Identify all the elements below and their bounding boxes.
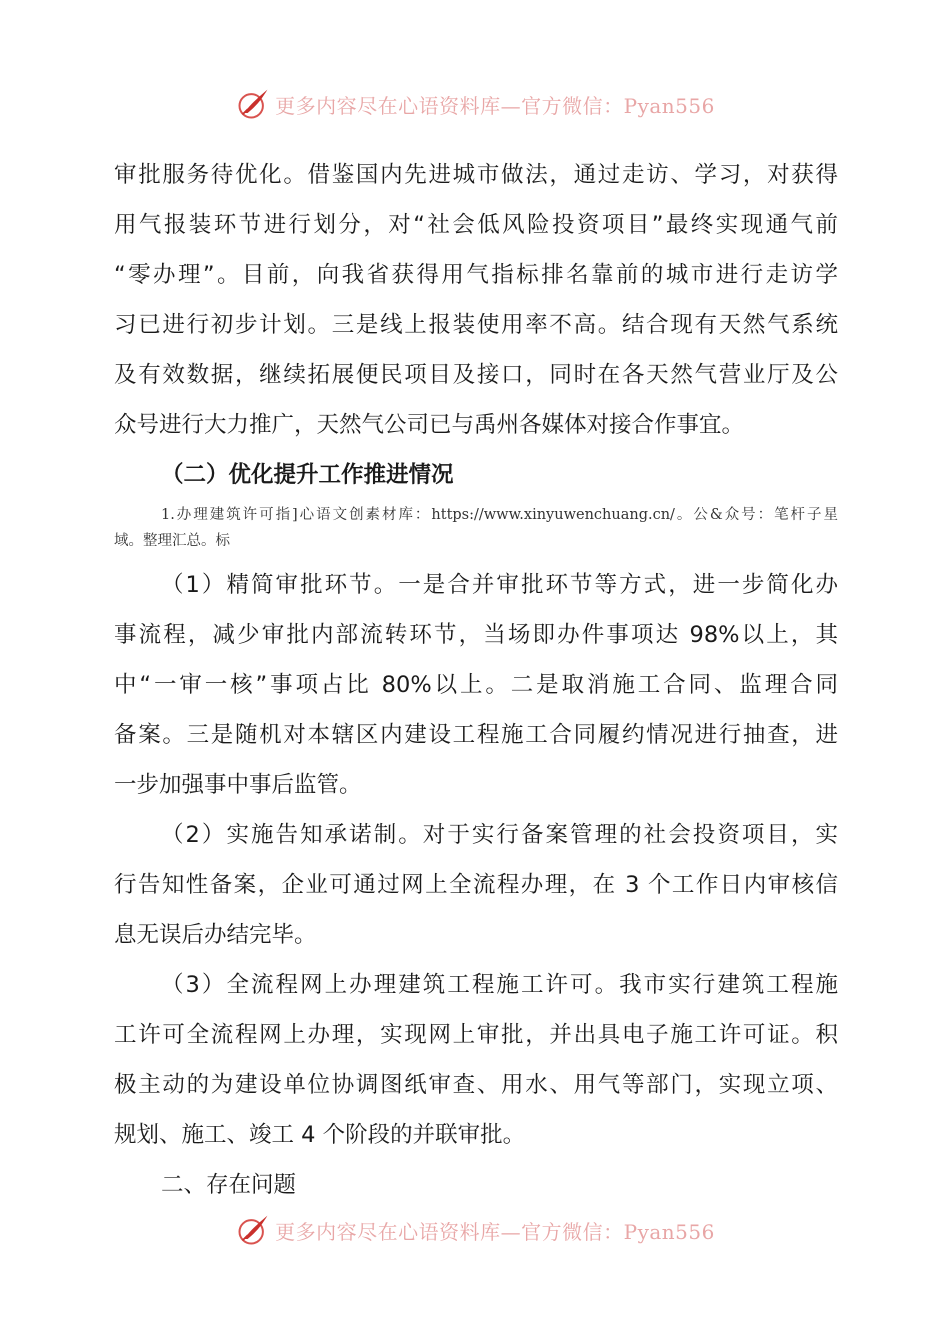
text-line: “零办理”。目前，向我省获得用气指标排名靠前的城市进行走访学 [114,262,838,288]
text-line: 及有效数据，继续拓展便民项目及接口，同时在各天然气营业厅及公 [114,362,838,388]
text-line: 用气报装环节进行划分，对“社会低风险投资项目”最终实现通气前 [114,212,838,238]
text-line: （1）精简审批环节。一是合并审批环节等方式，进一步简化办 [161,572,838,598]
document-body [114,150,838,1210]
note-line: 1.办理建筑许可指]心语文创素材库：https://www.xinyuwenchuang.cn/。公&众号：笔杆子星 [161,507,838,523]
footer-banner [0,1210,950,1250]
text-line: 息无误后办结完毕。 [114,922,317,948]
banner-text: 更多内容尽在心语资料库—官方微信：Pyan556 [275,93,715,118]
text-line: 行告知性备案，企业可通过网上全流程办理，在 3 个工作日内审核信 [114,872,838,898]
text-line: （3）全流程网上办理建筑工程施工许可。我市实行建筑工程施 [161,972,838,998]
text-line: 中“一审一核”事项占比 80%以上。二是取消施工合同、监理合同 [114,672,838,698]
quill-logo-icon [235,1212,271,1248]
quill-logo-icon [235,86,271,122]
paragraph-item-1 [114,560,838,810]
note-line: 域。整理汇总。标 [114,533,230,549]
text-line: 规划、施工、竣工 4 个阶段的并联审批。 [114,1122,526,1148]
paragraph-item-3 [114,960,838,1160]
paragraph-item-2 [114,810,838,960]
text-line: 事流程，减少审批内部流转环节，当场即办件事项达 98%以上，其 [114,622,838,648]
text-line: 一步加强事中事后监管。 [114,772,362,798]
header-banner [0,84,950,124]
section-heading: （二）优化提升工作推进情况 [161,462,454,488]
text-line: 审批服务待优化。借鉴国内先进城市做法，通过走访、学习，对获得 [114,162,838,188]
text-line: 极主动的为建设单位协调图纸审查、用水、用气等部门，实现立项、 [114,1072,838,1098]
text-line: 众号进行大力推广，天然气公司已与禹州各媒体对接合作事宜。 [114,412,745,438]
text-line: 习已进行初步计划。三是线上报装使用率不高。结合现有天然气系统 [114,312,838,338]
text-line: 备案。三是随机对本辖区内建设工程施工合同履约情况进行抽查，进 [114,722,838,748]
text-line: 工许可全流程网上办理，实现网上审批，并出具电子施工许可证。积 [114,1022,838,1048]
section-title: 二、存在问题 [161,1172,297,1198]
source-note [114,500,838,560]
paragraph-gas-approval [114,150,838,450]
text-line: （2）实施告知承诺制。对于实行备案管理的社会投资项目，实 [161,822,838,848]
banner-text: 更多内容尽在心语资料库—官方微信：Pyan556 [275,1219,715,1244]
